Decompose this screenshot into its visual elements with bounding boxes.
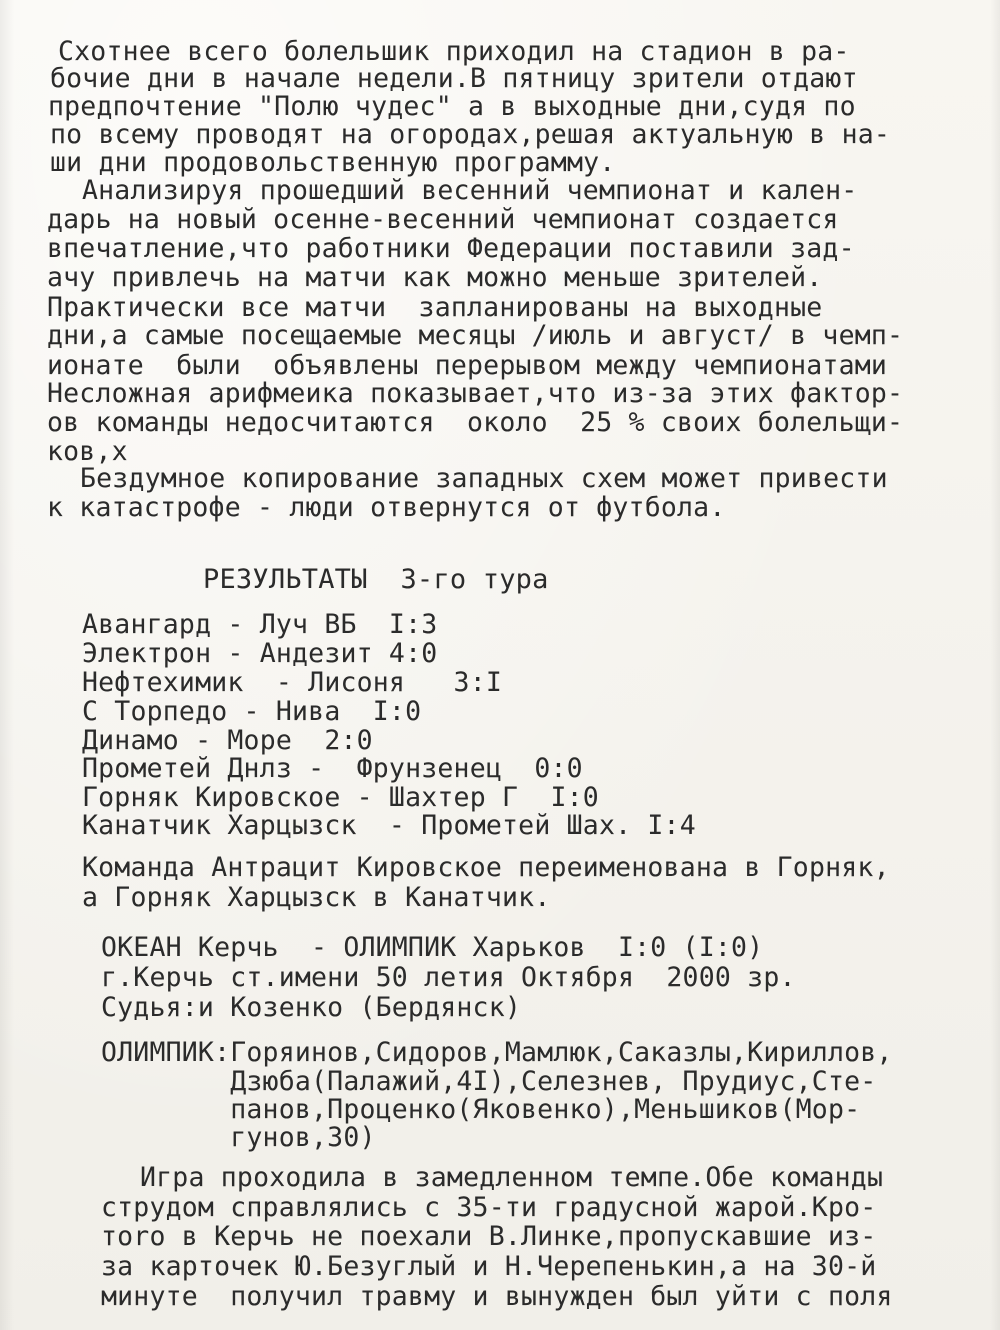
report-text: тоrо в Керчь не поехали В.Линке,пропускавшие из- [101,1221,877,1252]
intro-line: впечатление,что работники Федерации поставили зад- [47,233,855,264]
intro-line: Практически все матчи запланированы на выходные [47,292,823,323]
report-header: Судья:и Козенко (Бердянск) [101,992,522,1023]
report-text: Игра проходила в замедленном темпе.Обе команды [140,1162,884,1193]
report-header: г.Керчь ст.имени 50 летия Октября 2000 зр. [101,962,796,993]
match-result: Горняк Кировское - Шахтер Г I:0 [82,782,599,813]
rename-note: а Горняк Харцызск в Канатчик. [82,882,551,913]
intro-line: ачу привлечь на матчи как можно меньше зрителей. [47,262,823,293]
report-header: ОКЕАН Керчь - ОЛИМПИК Харьков I:0 (I:0) [101,932,764,963]
match-result: Нефтехимик - Лисоня 3:I [82,667,503,698]
intro-line: дарь на новый осенне-весенний чемпионат создается [47,204,839,235]
intro-line: ши дни продовольственную программу. [50,147,616,178]
match-result: С Торпедо - Нива I:0 [82,696,422,727]
match-result: Динамо - Море 2:0 [82,725,373,756]
intro-line: Схотнее всего болельшик приходил на стадион в ра- [58,36,850,67]
intro-line: Анализируя прошедший весенний чемпионат и кален- [82,175,858,206]
intro-line: Несложная арифмеика показывает,что из-за этих фактор- [47,378,904,409]
match-result: Авангард - Луч ВБ I:3 [82,609,438,640]
lineup-line: панов,Проценко(Яковенко),Меньшиков(Мор- [101,1094,861,1125]
intro-line: ионате были объявлены перерывом между чемпионатами [47,350,888,381]
match-result: Электрон - Андезит 4:0 [82,638,438,669]
intro-line: ков,х [47,436,128,467]
report-text: минуте получил травму и вынужден был уйти с поля [101,1281,893,1312]
intro-line: к катастрофе - люди отвернутся от футбола. [47,492,726,523]
rename-note: Команда Антрацит Кировское переименована в Горняк, [82,852,890,883]
page-fold-shadow [0,0,14,1330]
intro-line: Бездумное копирование западных схем может привести [80,463,888,494]
intro-line: по всему проводят на огородах,решая актуальную в на- [50,119,891,150]
match-result: Прометей Днлз - Фрунзенец 0:0 [82,753,583,784]
report-text: за карточек Ю.Безуглый и Н.Черепенькин,а на 30-й [101,1251,877,1282]
intro-line: дни,а самые посещаемые месяцы /июль и август/ в чемп- [47,320,904,351]
lineup-line: гунов,30) [101,1122,376,1153]
match-result: Канатчик Харцызск - Прометей Шах. I:4 [82,810,696,841]
intro-line: ов команды недосчитаются около 25 % своих болельщи- [47,407,904,438]
page-edge-shadow [990,0,1000,1330]
report-text: струдом справлялись с 35-ти градусной жарой.Кро- [101,1192,877,1223]
lineup-line: Дзюба(Палажий,4I),Селезнев, Прудиус,Сте- [101,1066,877,1097]
intro-line: бочие дни в начале недели.В пятницу зрители отдают [50,63,858,94]
lineup-line: ОЛИМПИК:Горяинов,Сидоров,Мамлюк,Саказлы,Кириллов, [101,1037,893,1068]
intro-line: предпочтение "Полю чудес" а в выходные дни,судя по [48,91,856,122]
results-title: РЕЗУЛЬТАТЫ 3-го тура [203,564,549,595]
